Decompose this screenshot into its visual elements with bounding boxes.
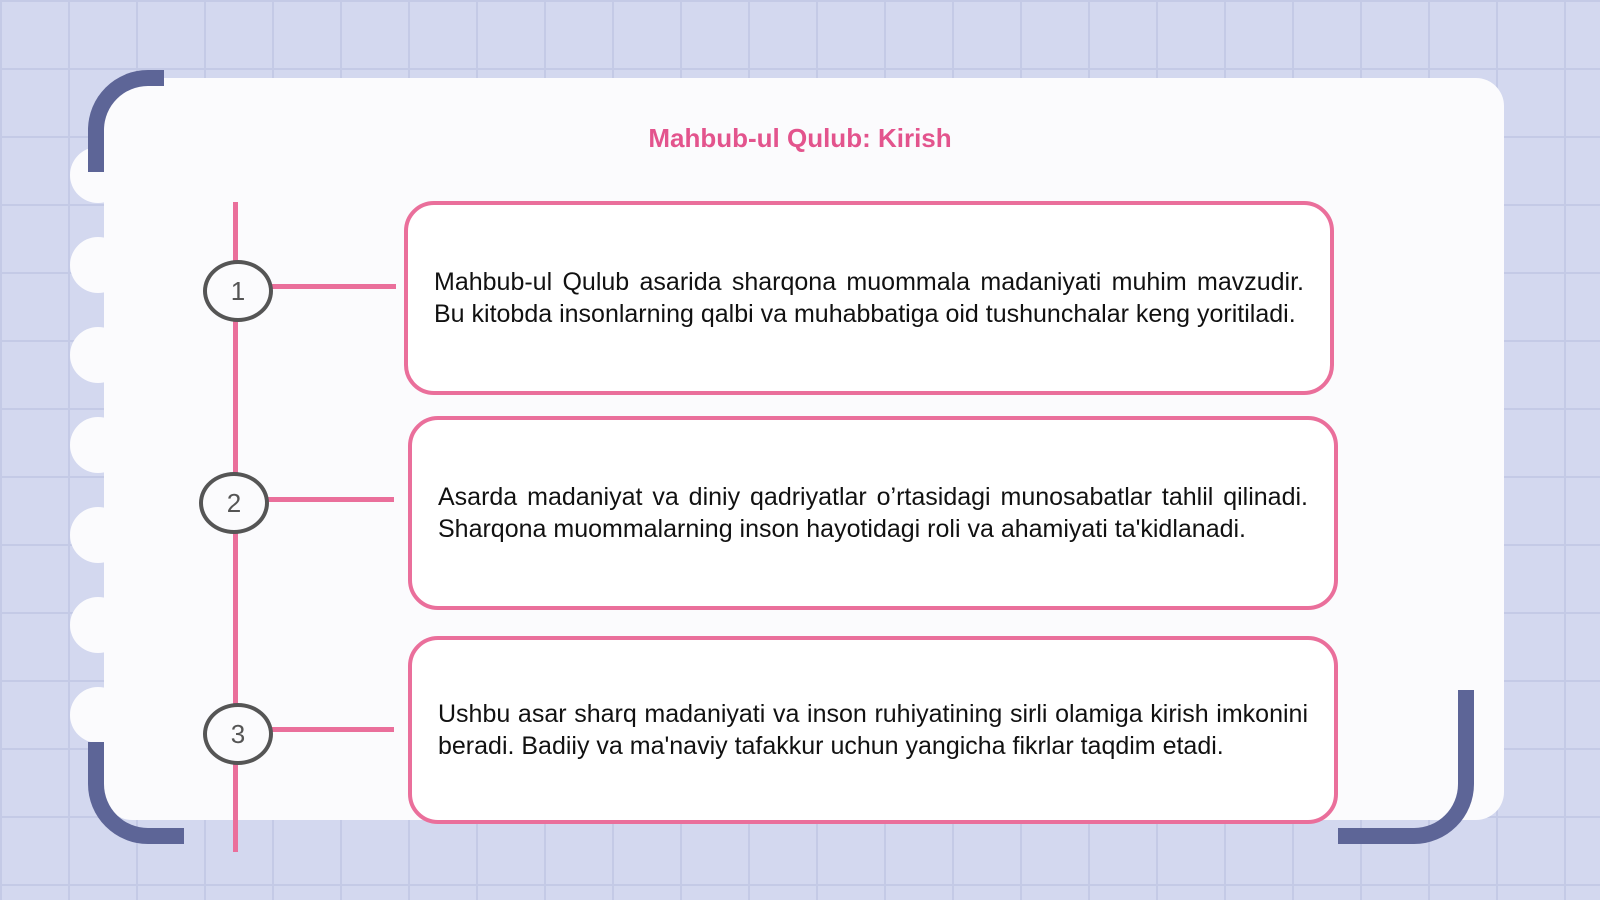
- step-number-3: 3: [203, 703, 273, 765]
- info-card-3: [408, 636, 1338, 824]
- info-card-2: [408, 416, 1338, 610]
- info-card-text: Mahbub-ul Qulub asarida sharqona muommala madaniyati muhim mavzudir. Bu kitobda insonlarning qalbi va muhabbatiga oid tushunchalar keng yoritiladi.: [434, 268, 1304, 328]
- timeline-connector: [266, 727, 394, 732]
- corner-bracket-bottom-left: [88, 742, 184, 844]
- scallop-edge: [70, 417, 126, 473]
- step-number-2: 2: [199, 472, 269, 534]
- corner-bracket-bottom-right: [1338, 690, 1474, 844]
- corner-bracket-top-left: [88, 70, 164, 172]
- scallop-edge: [70, 327, 126, 383]
- scallop-edge: [70, 687, 126, 743]
- scallop-edge: [70, 237, 126, 293]
- info-card-text: Ushbu asar sharq madaniyati va inson ruhiyatining sirli olamiga kirish imkonini beradi. Badiiy va ma'naviy tafakkur uchun yangicha fikrlar taqdim etadi.: [438, 700, 1308, 760]
- scallop-edge: [70, 507, 126, 563]
- page-title: Mahbub-ul Qulub: Kirish: [648, 123, 952, 153]
- timeline-connector: [266, 284, 396, 289]
- scallop-edge: [70, 597, 126, 653]
- timeline-connector: [262, 497, 394, 502]
- info-card-text: Asarda madaniyat va diniy qadriyatlar o’rtasidagi munosabatlar tahlil qilinadi. Sharqona muommalarning inson hayotidagi roli va ahamiyati ta'kidlanadi.: [438, 483, 1308, 543]
- info-card-1: [404, 201, 1334, 395]
- step-number-1: 1: [203, 260, 273, 322]
